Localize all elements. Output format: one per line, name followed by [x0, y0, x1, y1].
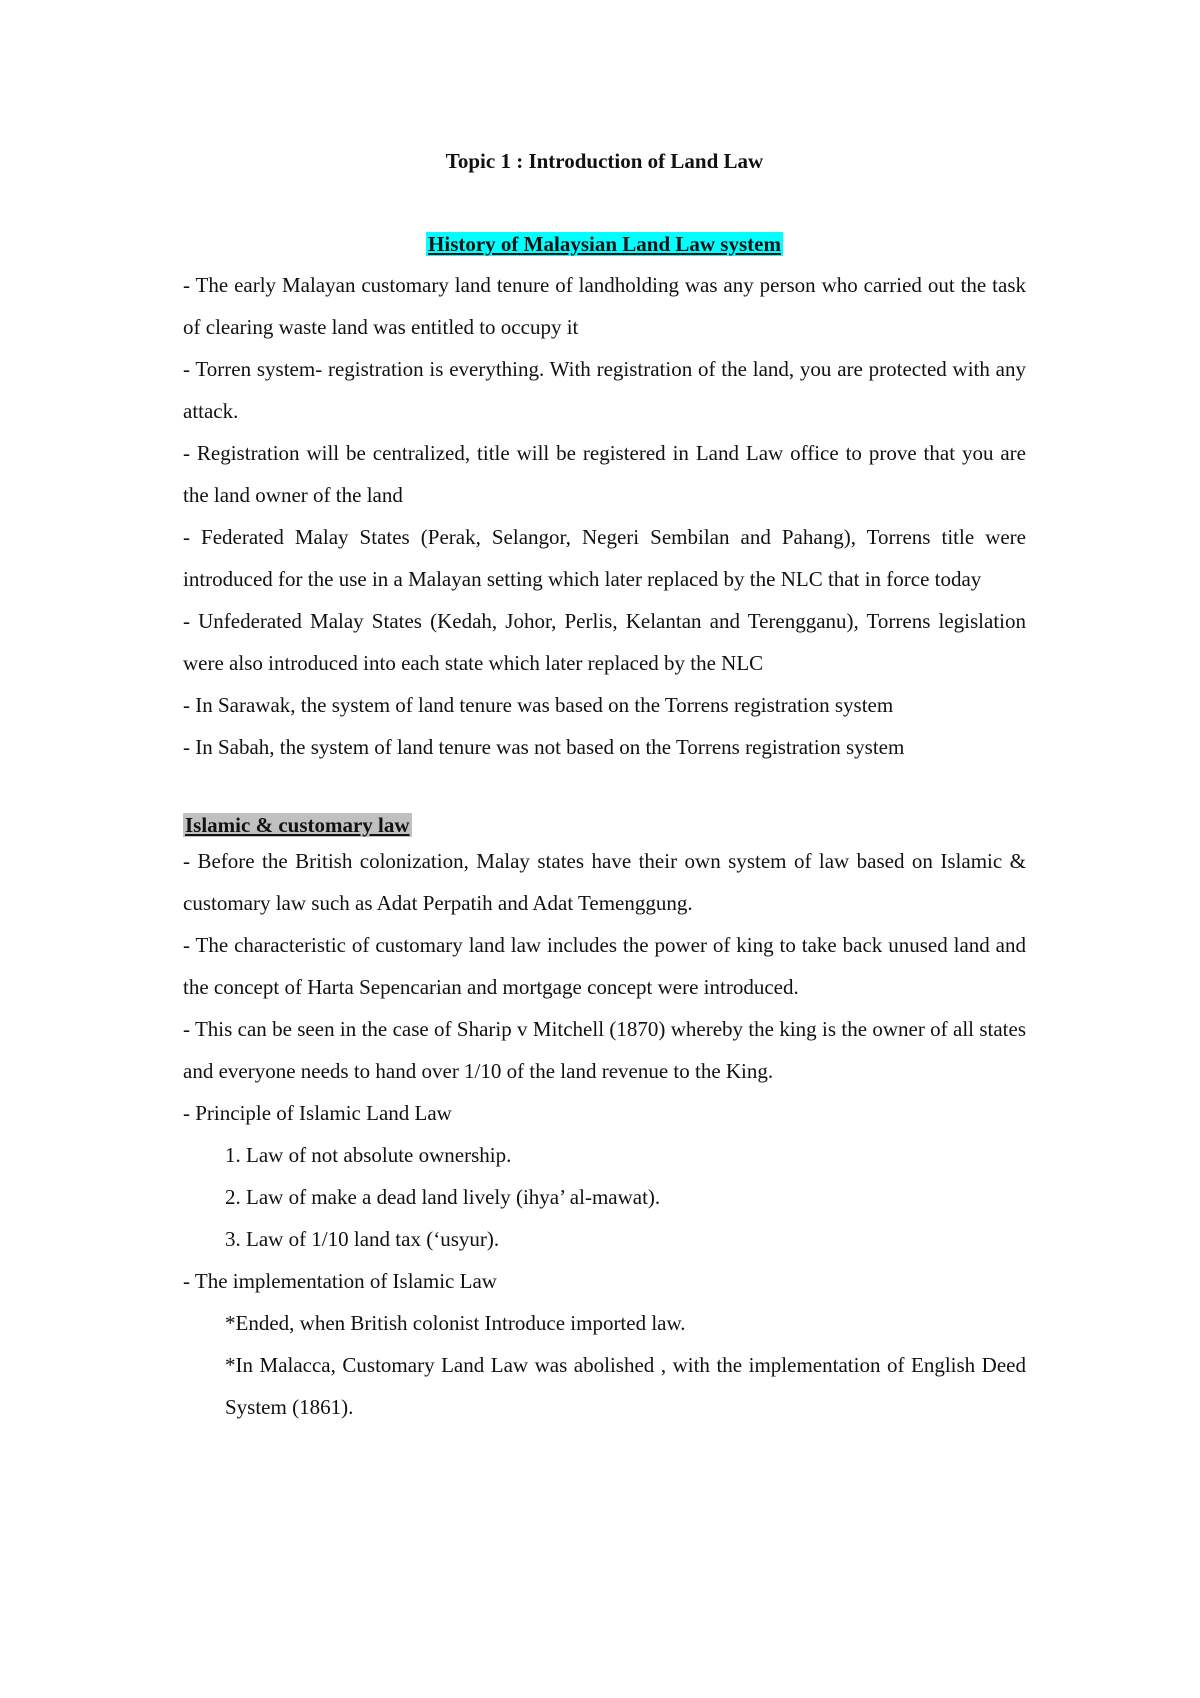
history-paragraph: - Federated Malay States (Perak, Selangor, Negeri Sembilan and Pahang), Torrens title were introduced for the use in a Malayan setting which later replaced by the NLC that in force today [183, 525, 1026, 591]
history-paragraph: - In Sarawak, the system of land tenure was based on the Torrens registration system [183, 693, 894, 717]
history-paragraph: - In Sabah, the system of land tenure was not based on the Torrens registration system [183, 735, 905, 759]
principle-item: 2. Law of make a dead land lively (ihya’ al-mawat). [225, 1185, 661, 1209]
implementation-intro: - The implementation of Islamic Law [183, 1269, 497, 1293]
document-body [183, 140, 1026, 1428]
history-paragraph: - Torren system- registration is everything. With registration of the land, you are protected with any attack. [183, 357, 1026, 423]
section-heading-islamic-text: Islamic & customary law [185, 813, 410, 837]
page-title: Topic 1 : Introduction of Land Law [445, 149, 764, 173]
history-paragraph: - Unfederated Malay States (Kedah, Johor, Perlis, Kelantan and Terengganu), Torrens legislation were also introduced into each state which later replaced by the NLC [183, 609, 1026, 675]
principle-item: 1. Law of not absolute ownership. [225, 1143, 512, 1167]
principle-intro: - Principle of Islamic Land Law [183, 1101, 452, 1125]
section-spacer [183, 768, 1026, 810]
islamic-paragraph: - Before the British colonization, Malay states have their own system of law based on Islamic & customary law such as Adat Perpatih and Adat Temenggung. [183, 849, 1026, 915]
principle-item: 3. Law of 1/10 land tax (‘usyur). [225, 1227, 500, 1251]
islamic-paragraph: - The characteristic of customary land law includes the power of king to take back unused land and the concept of Harta Sepencarian and mortgage concept were introduced. [183, 933, 1026, 999]
section-heading-history [183, 224, 1026, 264]
islamic-paragraph: - This can be seen in the case of Sharip v Mitchell (1870) whereby the king is the owner of all states and everyone needs to hand over 1/10 of the land revenue to the King. [183, 1017, 1026, 1083]
implementation-point: *Ended, when British colonist Introduce imported law. [225, 1311, 686, 1335]
section-heading-islamic [183, 810, 1026, 840]
section-heading-history-text: History of Malaysian Land Law system [428, 232, 781, 256]
history-paragraph: - Registration will be centralized, title will be registered in Land Law office to prove that you are the land owner of the land [183, 441, 1026, 507]
history-paragraph: - The early Malayan customary land tenure of landholding was any person who carried out the task of clearing waste land was entitled to occupy it [183, 273, 1026, 339]
implementation-point: *In Malacca, Customary Land Law was abolished , with the implementation of English Deed System (1861). [225, 1353, 1026, 1419]
